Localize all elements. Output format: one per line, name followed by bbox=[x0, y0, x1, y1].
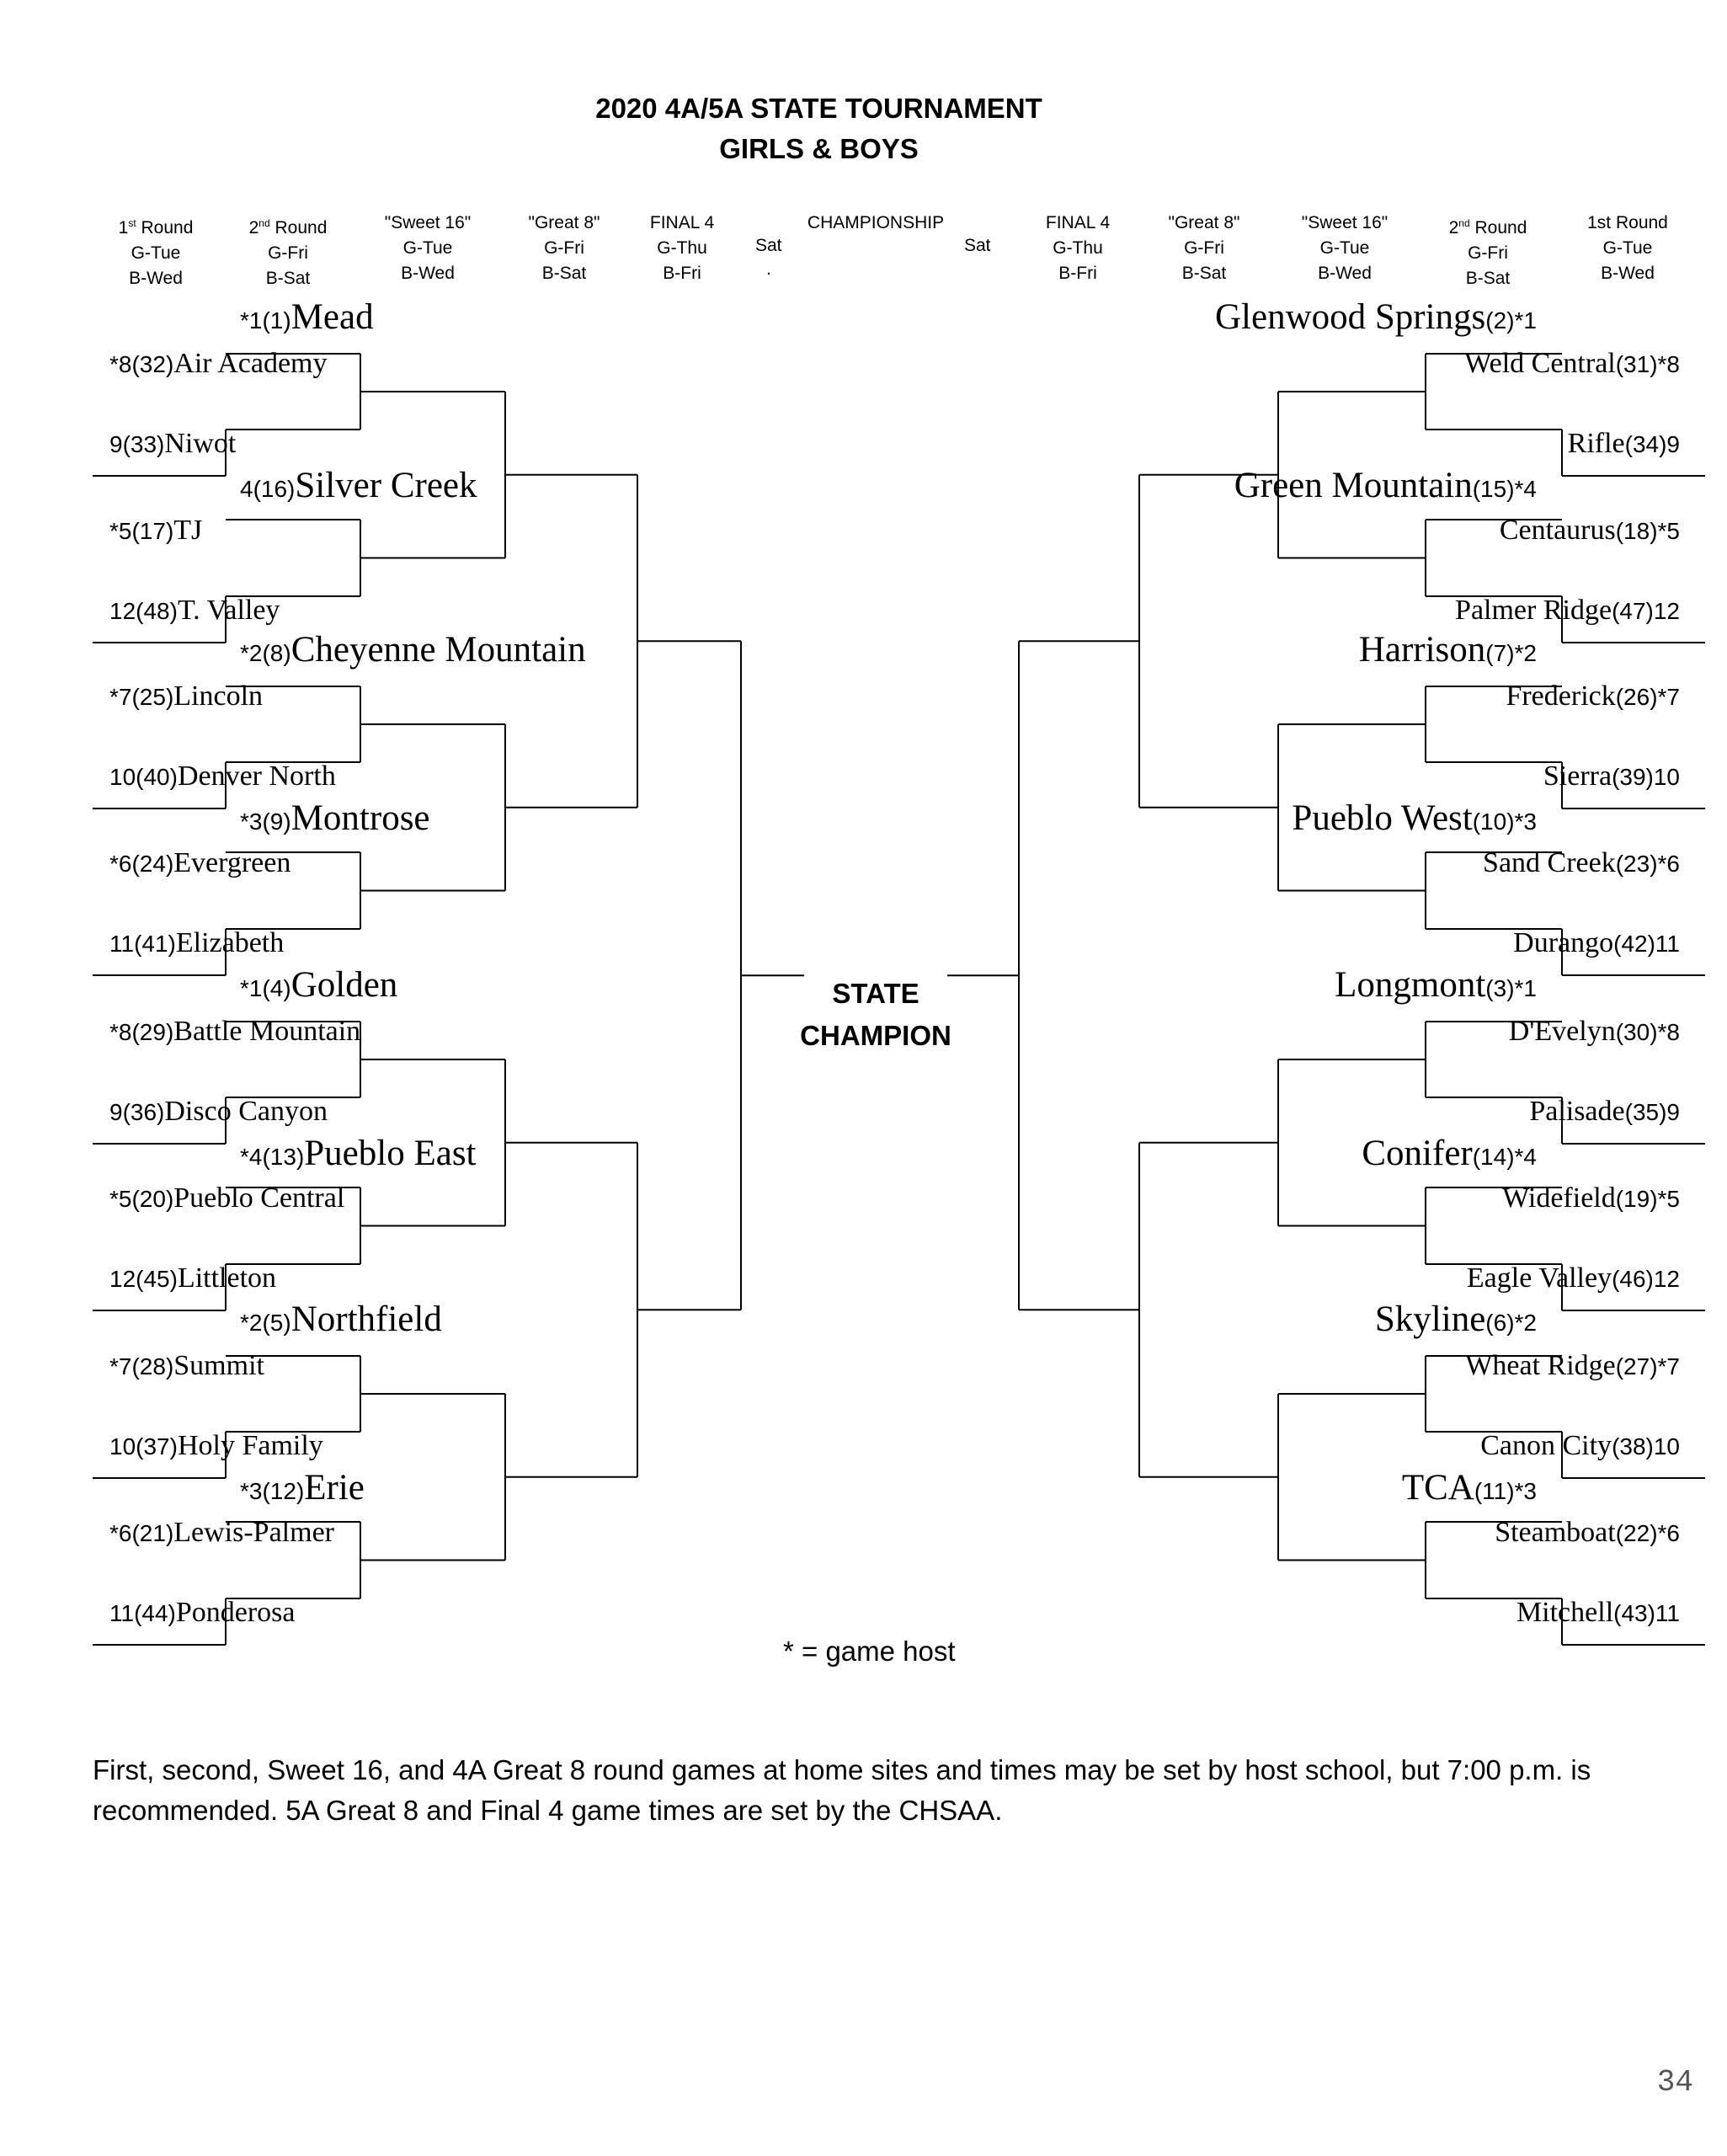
team-name: Holy Family bbox=[177, 1430, 323, 1461]
team-seed: *2(5) bbox=[240, 1310, 291, 1336]
team-seed: (42)11 bbox=[1613, 931, 1680, 957]
team-seed: (34)9 bbox=[1624, 431, 1680, 457]
team-seed: (22)*6 bbox=[1615, 1520, 1680, 1546]
left-team-19 bbox=[240, 1299, 442, 1340]
team-name: Green Mountain bbox=[1234, 466, 1473, 505]
team-seed: (14)*4 bbox=[1472, 1144, 1537, 1170]
team-name: Widefield bbox=[1502, 1182, 1616, 1214]
team-seed: *1(1) bbox=[240, 307, 291, 334]
team-seed: (46)12 bbox=[1612, 1266, 1680, 1292]
left-team-15 bbox=[109, 1095, 328, 1129]
team-seed: (30)*8 bbox=[1615, 1019, 1680, 1045]
left-team-8 bbox=[109, 680, 263, 714]
header-first-round-left: 1st Round G-Tue B-Wed bbox=[118, 217, 194, 288]
team-seed: 11(41) bbox=[109, 931, 176, 957]
team-seed: 11(44) bbox=[109, 1600, 176, 1626]
left-team-24 bbox=[109, 1596, 296, 1630]
header-great8-left: "Great 8" G-Fri B-Sat bbox=[528, 213, 600, 283]
team-name: Mead bbox=[290, 297, 374, 337]
title-line-2: GIRLS & BOYS bbox=[719, 133, 919, 164]
team-name: Palmer Ridge bbox=[1455, 595, 1612, 626]
team-seed: 4(16) bbox=[240, 476, 296, 502]
right-team-6 bbox=[1455, 594, 1680, 628]
team-seed: *7(28) bbox=[109, 1353, 174, 1380]
left-team-11 bbox=[109, 846, 290, 881]
team-name: Disco Canyon bbox=[164, 1096, 328, 1127]
team-name: Pueblo Central bbox=[173, 1182, 345, 1214]
header-first-round-right: 1st Round G-Tue B-Wed bbox=[1587, 213, 1668, 283]
team-seed: 9(33) bbox=[109, 431, 165, 457]
team-seed: (11)*3 bbox=[1474, 1478, 1537, 1504]
team-name: Skyline bbox=[1374, 1299, 1486, 1339]
team-name: Conifer bbox=[1362, 1134, 1473, 1173]
team-seed: (3)*1 bbox=[1485, 975, 1537, 1001]
team-seed: 12(45) bbox=[109, 1266, 178, 1292]
team-seed: (10)*3 bbox=[1472, 808, 1537, 835]
team-seed: (15)*4 bbox=[1472, 476, 1537, 502]
team-name: Denver North bbox=[177, 760, 336, 792]
team-name: Sand Creek bbox=[1483, 847, 1616, 878]
left-team-20 bbox=[109, 1349, 264, 1384]
team-seed: 10(37) bbox=[109, 1433, 178, 1460]
champion-line-1: STATE bbox=[832, 978, 919, 1009]
team-name: Canon City bbox=[1480, 1430, 1612, 1461]
left-team-4 bbox=[240, 466, 477, 506]
team-seed: *5(20) bbox=[109, 1186, 174, 1212]
team-seed: *6(21) bbox=[109, 1520, 174, 1546]
team-name: Harrison bbox=[1358, 630, 1486, 670]
team-seed: (31)*8 bbox=[1615, 351, 1680, 377]
team-seed: 9(36) bbox=[109, 1099, 165, 1125]
right-team-3 bbox=[1568, 427, 1680, 462]
team-seed: *5(17) bbox=[109, 518, 174, 544]
right-team-17 bbox=[1502, 1182, 1680, 1216]
state-champion-label bbox=[775, 973, 977, 1057]
team-name: D'Evelyn bbox=[1508, 1016, 1616, 1047]
team-seed: 10(40) bbox=[109, 764, 178, 790]
right-team-21 bbox=[1480, 1429, 1680, 1464]
right-team-9 bbox=[1543, 760, 1680, 794]
team-name: Longmont bbox=[1335, 965, 1486, 1005]
team-seed: *8(32) bbox=[109, 351, 174, 377]
right-team-1 bbox=[1214, 297, 1537, 338]
right-team-12 bbox=[1513, 926, 1680, 961]
team-name: Battle Mountain bbox=[173, 1016, 361, 1047]
team-name: Rifle bbox=[1567, 428, 1625, 459]
team-name: Wheat Ridge bbox=[1465, 1350, 1616, 1381]
team-name: Centaurus bbox=[1499, 515, 1616, 546]
left-team-22 bbox=[240, 1468, 365, 1508]
footnote: First, second, Sweet 16, and 4A Great 8 round games at home sites and times may be set by host school, but 7:00 p.m. is recommended. 5A Great 8 and Final 4 game times are set by the CHSAA. bbox=[93, 1754, 1591, 1826]
right-team-7 bbox=[1358, 630, 1537, 670]
left-team-10 bbox=[240, 798, 430, 839]
left-team-14 bbox=[109, 1015, 360, 1049]
team-seed: (2)*1 bbox=[1485, 307, 1537, 334]
right-team-5 bbox=[1500, 514, 1680, 548]
header-great8-right: "Great 8" G-Fri B-Sat bbox=[1168, 213, 1240, 283]
team-seed: *7(25) bbox=[109, 684, 174, 710]
team-seed: (39)10 bbox=[1612, 764, 1680, 790]
championship-sat-left: Sat bbox=[755, 236, 782, 255]
team-seed: *2(8) bbox=[240, 640, 291, 666]
team-name: Lewis-Palmer bbox=[173, 1517, 334, 1548]
team-name: Evergreen bbox=[173, 847, 291, 878]
left-team-23 bbox=[109, 1516, 334, 1550]
right-team-20 bbox=[1465, 1349, 1680, 1384]
team-name: Ponderosa bbox=[175, 1597, 296, 1628]
left-team-12 bbox=[109, 926, 284, 961]
team-name: Lincoln bbox=[173, 680, 264, 712]
right-team-2 bbox=[1464, 347, 1680, 382]
team-seed: *3(12) bbox=[240, 1478, 305, 1504]
championship-dot: . bbox=[766, 259, 771, 279]
team-name: Golden bbox=[290, 965, 398, 1005]
team-seed: (27)*7 bbox=[1615, 1353, 1680, 1380]
left-team-6 bbox=[109, 594, 280, 628]
team-name: Durango bbox=[1513, 927, 1614, 958]
team-name: Erie bbox=[304, 1468, 365, 1508]
team-name: Sierra bbox=[1543, 760, 1612, 792]
header-final4-left: FINAL 4 G-Thu B-Fri bbox=[649, 213, 715, 283]
team-seed: *8(29) bbox=[109, 1019, 174, 1045]
team-name: Mitchell bbox=[1516, 1597, 1614, 1628]
right-team-11 bbox=[1483, 846, 1680, 881]
team-seed: (43)11 bbox=[1613, 1600, 1680, 1626]
team-name: Silver Creek bbox=[295, 466, 477, 505]
left-team-17 bbox=[109, 1182, 344, 1216]
right-team-15 bbox=[1529, 1095, 1680, 1129]
header-sweet16-right: "Sweet 16" G-Tue B-Wed bbox=[1301, 213, 1389, 283]
title-line-1: 2020 4A/5A STATE TOURNAMENT bbox=[595, 93, 1042, 124]
team-seed: (7)*2 bbox=[1485, 640, 1537, 666]
team-name: Pueblo East bbox=[304, 1134, 477, 1173]
team-seed: *4(13) bbox=[240, 1144, 305, 1170]
left-team-5 bbox=[109, 514, 202, 548]
team-name: Frederick bbox=[1506, 680, 1616, 712]
team-seed: (38)10 bbox=[1612, 1433, 1680, 1460]
left-team-3 bbox=[109, 427, 236, 462]
team-seed: (26)*7 bbox=[1615, 684, 1680, 710]
game-host-note: * = game host bbox=[783, 1636, 956, 1667]
header-sweet16-left: "Sweet 16" G-Tue B-Wed bbox=[384, 213, 472, 283]
championship-sat-right: Sat bbox=[964, 236, 991, 255]
team-name: Steamboat bbox=[1495, 1517, 1616, 1548]
team-name: Littleton bbox=[177, 1262, 277, 1294]
right-team-4 bbox=[1234, 466, 1537, 506]
team-name: TJ bbox=[173, 515, 203, 546]
header-championship: CHAMPIONSHIP bbox=[807, 213, 945, 232]
team-name: Niwot bbox=[164, 428, 237, 459]
header-second-round-left: 2nd Round G-Fri B-Sat bbox=[248, 217, 328, 288]
team-seed: (23)*6 bbox=[1615, 851, 1680, 877]
team-name: Weld Central bbox=[1464, 348, 1616, 379]
right-team-19 bbox=[1374, 1299, 1537, 1340]
right-team-24 bbox=[1516, 1596, 1680, 1630]
team-name: Elizabeth bbox=[175, 927, 285, 958]
header-final4-right: FINAL 4 G-Thu B-Fri bbox=[1045, 213, 1111, 283]
team-name: Palisade bbox=[1529, 1096, 1625, 1127]
right-team-10 bbox=[1292, 798, 1537, 839]
right-team-8 bbox=[1506, 680, 1680, 714]
team-name: Pueblo West bbox=[1292, 798, 1473, 838]
team-name: T. Valley bbox=[177, 595, 280, 626]
left-team-13 bbox=[240, 965, 398, 1006]
left-team-9 bbox=[109, 760, 336, 794]
right-team-13 bbox=[1335, 965, 1537, 1006]
team-seed: (18)*5 bbox=[1615, 518, 1680, 544]
team-seed: (19)*5 bbox=[1615, 1186, 1680, 1212]
left-team-18 bbox=[109, 1262, 276, 1296]
right-team-16 bbox=[1362, 1134, 1537, 1174]
team-name: Glenwood Springs bbox=[1214, 297, 1486, 337]
team-seed: *1(4) bbox=[240, 975, 291, 1001]
header-second-round-right: 2nd Round G-Fri B-Sat bbox=[1448, 217, 1527, 288]
right-team-18 bbox=[1467, 1262, 1680, 1296]
right-team-14 bbox=[1509, 1015, 1680, 1049]
champion-line-2: CHAMPION bbox=[800, 1020, 951, 1051]
team-seed: 12(48) bbox=[109, 598, 178, 624]
page-number: 34 bbox=[1656, 2065, 1693, 2100]
left-team-7 bbox=[240, 630, 586, 670]
left-team-1 bbox=[240, 297, 374, 338]
team-seed: (35)9 bbox=[1624, 1099, 1680, 1125]
team-name: Cheyenne Mountain bbox=[290, 630, 586, 670]
team-name: Eagle Valley bbox=[1466, 1262, 1612, 1294]
left-team-2 bbox=[109, 347, 327, 382]
right-team-22 bbox=[1401, 1468, 1537, 1508]
team-name: Summit bbox=[173, 1350, 264, 1381]
team-name: Montrose bbox=[290, 798, 430, 838]
team-seed: (47)12 bbox=[1612, 598, 1680, 624]
team-name: Northfield bbox=[290, 1299, 442, 1339]
team-name: TCA bbox=[1401, 1468, 1474, 1508]
left-team-16 bbox=[240, 1134, 477, 1174]
team-seed: *3(9) bbox=[240, 808, 291, 835]
team-seed: (6)*2 bbox=[1485, 1310, 1537, 1336]
left-team-21 bbox=[109, 1429, 323, 1464]
team-seed: *6(24) bbox=[109, 851, 174, 877]
team-name: Air Academy bbox=[173, 348, 328, 379]
right-team-23 bbox=[1495, 1516, 1680, 1550]
